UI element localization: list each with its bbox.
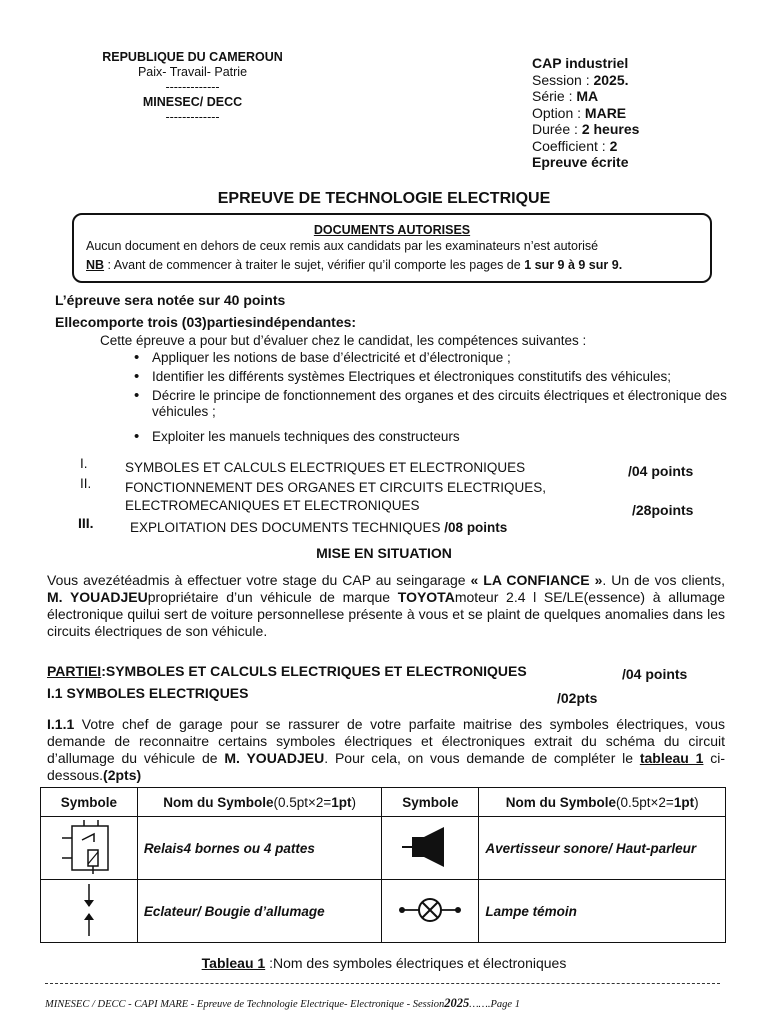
coef-label: Coefficient :	[532, 137, 610, 154]
caption-text: :Nom des symboles électriques et électroniques	[265, 955, 567, 971]
footer-left: MINESEC / DECC - CAPI MARE - Epreuve de Technologie Electrique- Electronique - Session	[45, 999, 445, 1010]
part-2-points: /28points	[632, 502, 694, 518]
situation-text	[47, 572, 725, 640]
table-row	[41, 817, 726, 880]
partie1-heading	[47, 663, 527, 679]
speaker-name: Avertisseur sonore/ Haut-parleur	[479, 817, 726, 880]
documents-box-line1: Aucun document en dehors de ceux remis aux candidats par les examinateurs n’est autorisé	[86, 239, 599, 253]
part-1-title: SYMBOLES ET CALCULS ELECTRIQUES ET ELECTRONIQUES	[125, 460, 526, 475]
part-2-num: II.	[80, 476, 92, 491]
question-points: (2pts)	[103, 767, 142, 783]
goal-text: Cette épreuve a pour but d’évaluer chez le candidat, les compétences suivantes :	[100, 333, 587, 348]
subsection-title: I.1 SYMBOLES ELECTRIQUES	[47, 685, 249, 701]
part-2-title: FONCTIONNEMENT DES ORGANES ET CIRCUITS ELECTRIQUES,	[125, 480, 547, 495]
lamp-name: Lampe témoin	[479, 880, 726, 943]
car-brand: TOYOTA	[397, 589, 455, 605]
country-motto: Paix- Travail- Patrie	[137, 65, 248, 79]
nb-text: : Avant de commencer à traiter le sujet, vérifier qu’il comporte les pages de	[104, 258, 525, 272]
symbols-table	[40, 787, 726, 943]
competences-list	[132, 350, 730, 448]
header-name-label: Nom du Symbole	[163, 794, 274, 810]
list-item: • Identifier les différents systèmes Electriques et électroniques constitutifs des véhicules;	[132, 369, 730, 385]
part-2-title-2: ELECTROMECANIQUES ET ELECTRONIQUES	[125, 498, 420, 513]
duree-line	[532, 121, 752, 138]
session-value: 2025.	[593, 71, 629, 88]
situation-t4: moteur 2.4 l SE/LE(essence) à allumage électronique quilui sert de voiture personnellese présente à vous et se plaint de quelques anomalies dans les circuits électriques de son véhicule.	[47, 589, 726, 639]
part-1-num: I.	[80, 456, 88, 471]
spark-gap-symbol-icon	[41, 880, 138, 943]
question-t1: Votre chef de garage pour se rassurer de votre parfaite maitrise des symboles électriques, vous demande de reconnaitre certains symboles électriques et électroniques extrait du schéma du circuit d’allumage du véhicule de	[47, 716, 725, 766]
caption-label: Tableau 1	[201, 955, 266, 971]
option-line	[532, 105, 752, 122]
exam-type: Epreuve écrite	[532, 154, 629, 170]
ministry-name: MINESEC/ DECC	[142, 95, 243, 109]
partie1-label: PARTIEI	[47, 663, 102, 679]
situation-heading: MISE EN SITUATION	[316, 545, 452, 561]
footer-year: 2025	[444, 996, 470, 1010]
spark-gap-name: Eclateur/ Bougie d’allumage	[137, 880, 382, 943]
garage-name: « LA CONFIANCE »	[470, 572, 603, 588]
session-line	[532, 72, 752, 89]
situation-t2: . Un de vos clients,	[602, 572, 726, 588]
relay-symbol-icon	[41, 817, 138, 880]
option-label: Option :	[532, 104, 585, 121]
table-header-row	[41, 788, 726, 817]
question-t3: ci-dessous.	[47, 750, 725, 783]
nb-pages: 1 sur 9 à 9 sur 9.	[524, 258, 623, 272]
session-label: Session :	[532, 71, 594, 88]
header-name-label: Nom du Symbole	[505, 794, 617, 810]
header-name-pts-bold: 1pt	[673, 794, 695, 810]
question-text	[47, 716, 725, 784]
situation-t3: propriétaire d’un véhicule de marque	[147, 589, 398, 605]
part-3-points: /08 points	[444, 520, 508, 535]
header-name-pts: (0.5pt×2=	[616, 794, 674, 810]
header-name-close: )	[694, 794, 699, 810]
speaker-symbol-icon	[382, 817, 479, 880]
coef-line	[532, 138, 752, 155]
question-client: M. YOUADJEU	[224, 750, 325, 766]
lamp-symbol-icon	[382, 880, 479, 943]
parts-count: Ellecomporte trois (03)partiesindépendantes:	[55, 314, 357, 330]
subsection-points: /02pts	[557, 690, 598, 706]
separator: -------------	[165, 80, 220, 94]
documents-box-line2	[86, 258, 622, 272]
relay-name: Relais4 bornes ou 4 pattes	[137, 817, 382, 880]
coef-value: 2	[609, 137, 618, 154]
situation-t1: Vous avezétéadmis à effectuer votre stage du CAP au seingarage	[47, 572, 471, 588]
header-name	[479, 788, 726, 817]
part-3-title: EXPLOITATION DES DOCUMENTS TECHNIQUES	[130, 520, 445, 535]
option-value: MARE	[584, 104, 627, 121]
documents-box	[72, 213, 712, 283]
question-t2: . Pour cela, on vous demande de compléter le	[324, 750, 640, 766]
header-right	[532, 55, 752, 171]
serie-line	[532, 88, 752, 105]
list-item: • Appliquer les notions de base d’électricité et d’électronique ;	[132, 350, 730, 366]
duree-label: Durée :	[532, 121, 582, 137]
exam-name: CAP industriel	[532, 55, 629, 71]
part-1-points: /04 points	[628, 463, 694, 479]
partie1-title: :SYMBOLES ET CALCULS ELECTRIQUES ET ELECTRONIQUES	[101, 663, 527, 679]
separator: -------------	[165, 110, 220, 124]
header-name-close: )	[351, 794, 357, 810]
header-name-pts: (0.5pt×2=	[273, 794, 332, 810]
points-total: L’épreuve sera notée sur 40 points	[55, 292, 286, 308]
part-3-num: III.	[78, 515, 94, 531]
serie-value: MA	[576, 88, 599, 104]
footer-page: …….Page 1	[469, 999, 520, 1010]
question-table-ref: tableau 1	[639, 750, 704, 766]
documents-box-title: DOCUMENTS AUTORISES	[313, 223, 471, 237]
list-item: • Exploiter les manuels techniques des constructeurs	[132, 429, 730, 445]
client-name: M. YOUADJEU	[47, 589, 148, 605]
serie-label: Série :	[532, 88, 577, 104]
header-name	[137, 788, 382, 817]
duree-value: 2 heures	[581, 121, 640, 137]
header-symbol: Symbole	[41, 788, 138, 817]
partie1-points: /04 points	[622, 666, 688, 682]
nb-label: NB	[86, 258, 105, 272]
header-name-pts-bold: 1pt	[331, 794, 352, 810]
list-item: • Décrire le principe de fonctionnement des organes et des circuits électriques et électronique des véhicules ;	[132, 388, 730, 420]
table-row	[41, 880, 726, 943]
header-left	[75, 50, 310, 125]
page-title: EPREUVE DE TECHNOLOGIE ELECTRIQUE	[217, 190, 551, 207]
header-symbol: Symbole	[382, 788, 479, 817]
table-caption	[0, 955, 768, 971]
footer-divider	[45, 983, 720, 984]
country-name: REPUBLIQUE DU CAMEROUN	[102, 50, 283, 64]
page-footer	[45, 996, 520, 1011]
part-3-line	[130, 520, 507, 535]
question-number: I.1.1	[47, 716, 75, 732]
